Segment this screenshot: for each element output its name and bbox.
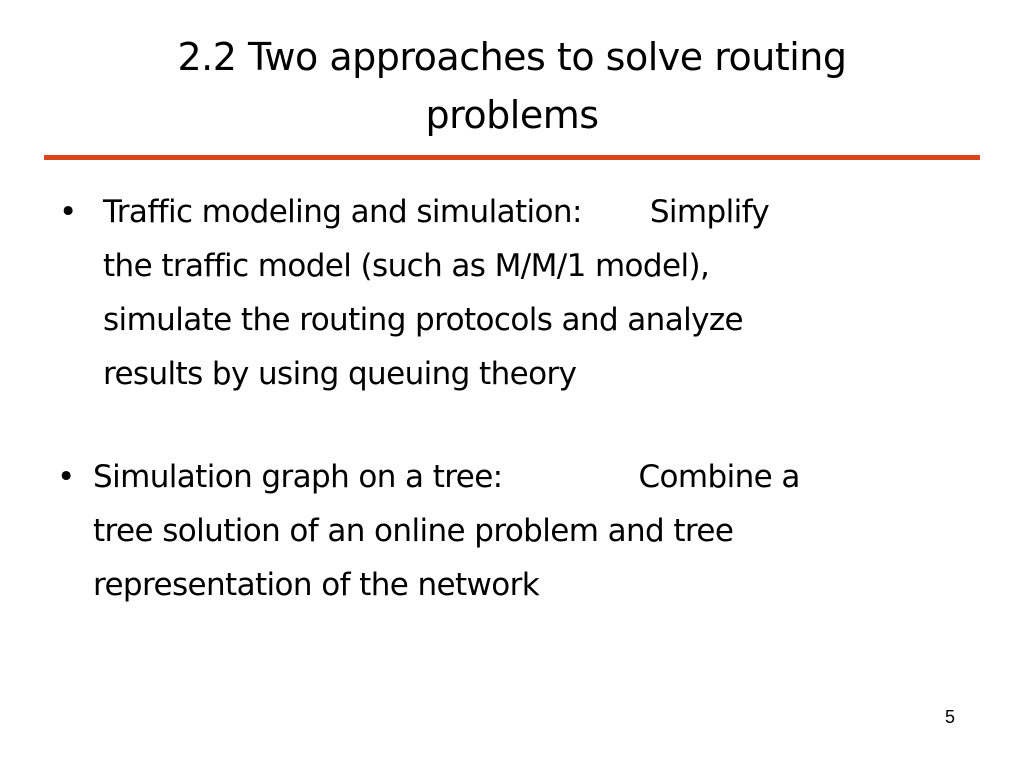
bullet-first-line (93, 450, 973, 504)
bullet-line: the traffic model (such as M/M/1 model), (103, 248, 710, 284)
bullet-line: tree solution of an online problem and tree (93, 513, 734, 549)
page-number: 5 (945, 707, 956, 727)
bullet-item-simulation-graph (57, 450, 973, 612)
bullet-lead: Simplify (649, 194, 770, 230)
bullet-line: results by using queuing theory (103, 356, 577, 392)
slide-title-line-1: 2.2 Two approaches to solve routing (177, 35, 847, 79)
title-divider (44, 155, 980, 160)
bullet-heading: Traffic modeling and simulation: (103, 194, 582, 230)
slide-title (60, 28, 964, 144)
bullet-lead: Combine a (638, 459, 800, 495)
bullet-heading: Simulation graph on a tree: (93, 459, 503, 495)
slide-title-line-2: problems (425, 93, 599, 137)
bullet-dot-icon: • (59, 194, 77, 230)
bullet-item-traffic-modeling (59, 185, 943, 401)
bullet-dot-icon: • (57, 459, 75, 495)
bullet-line: simulate the routing protocols and analyze (103, 302, 744, 338)
bullet-first-line (103, 185, 943, 239)
bullet-line: representation of the network (93, 567, 540, 603)
